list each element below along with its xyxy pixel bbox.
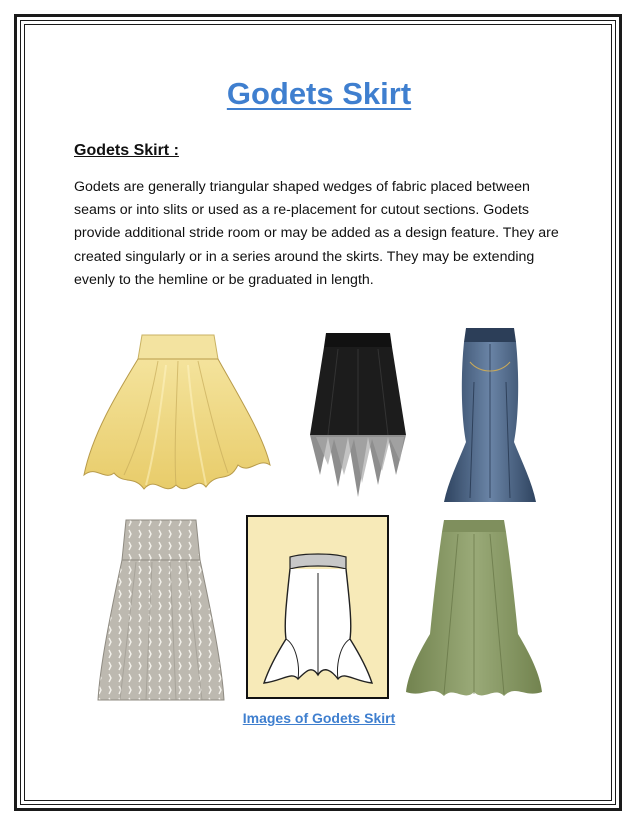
- skirt-sketch-image: [246, 515, 389, 699]
- body-paragraph: Godets are generally triangular shaped wedges of fabric placed between seams or into slits or used as a re-placement for cutout sections. Godets provide additional stride room or may be added as a design feature. They are created singularly or in a series around the skirts. They may be extending evenly to the hemline or be graduated in length.: [74, 179, 559, 288]
- figure-caption[interactable]: Images of Godets Skirt: [242, 710, 396, 726]
- black-skirt-image: [298, 325, 418, 505]
- page-title: Godets Skirt: [226, 76, 412, 111]
- yellow-skirt-image: [78, 325, 274, 505]
- grey-print-skirt-image: [96, 516, 226, 708]
- denim-skirt-image: [440, 322, 540, 510]
- section-heading: Godets Skirt :: [74, 142, 179, 159]
- green-skirt-image: [404, 514, 544, 708]
